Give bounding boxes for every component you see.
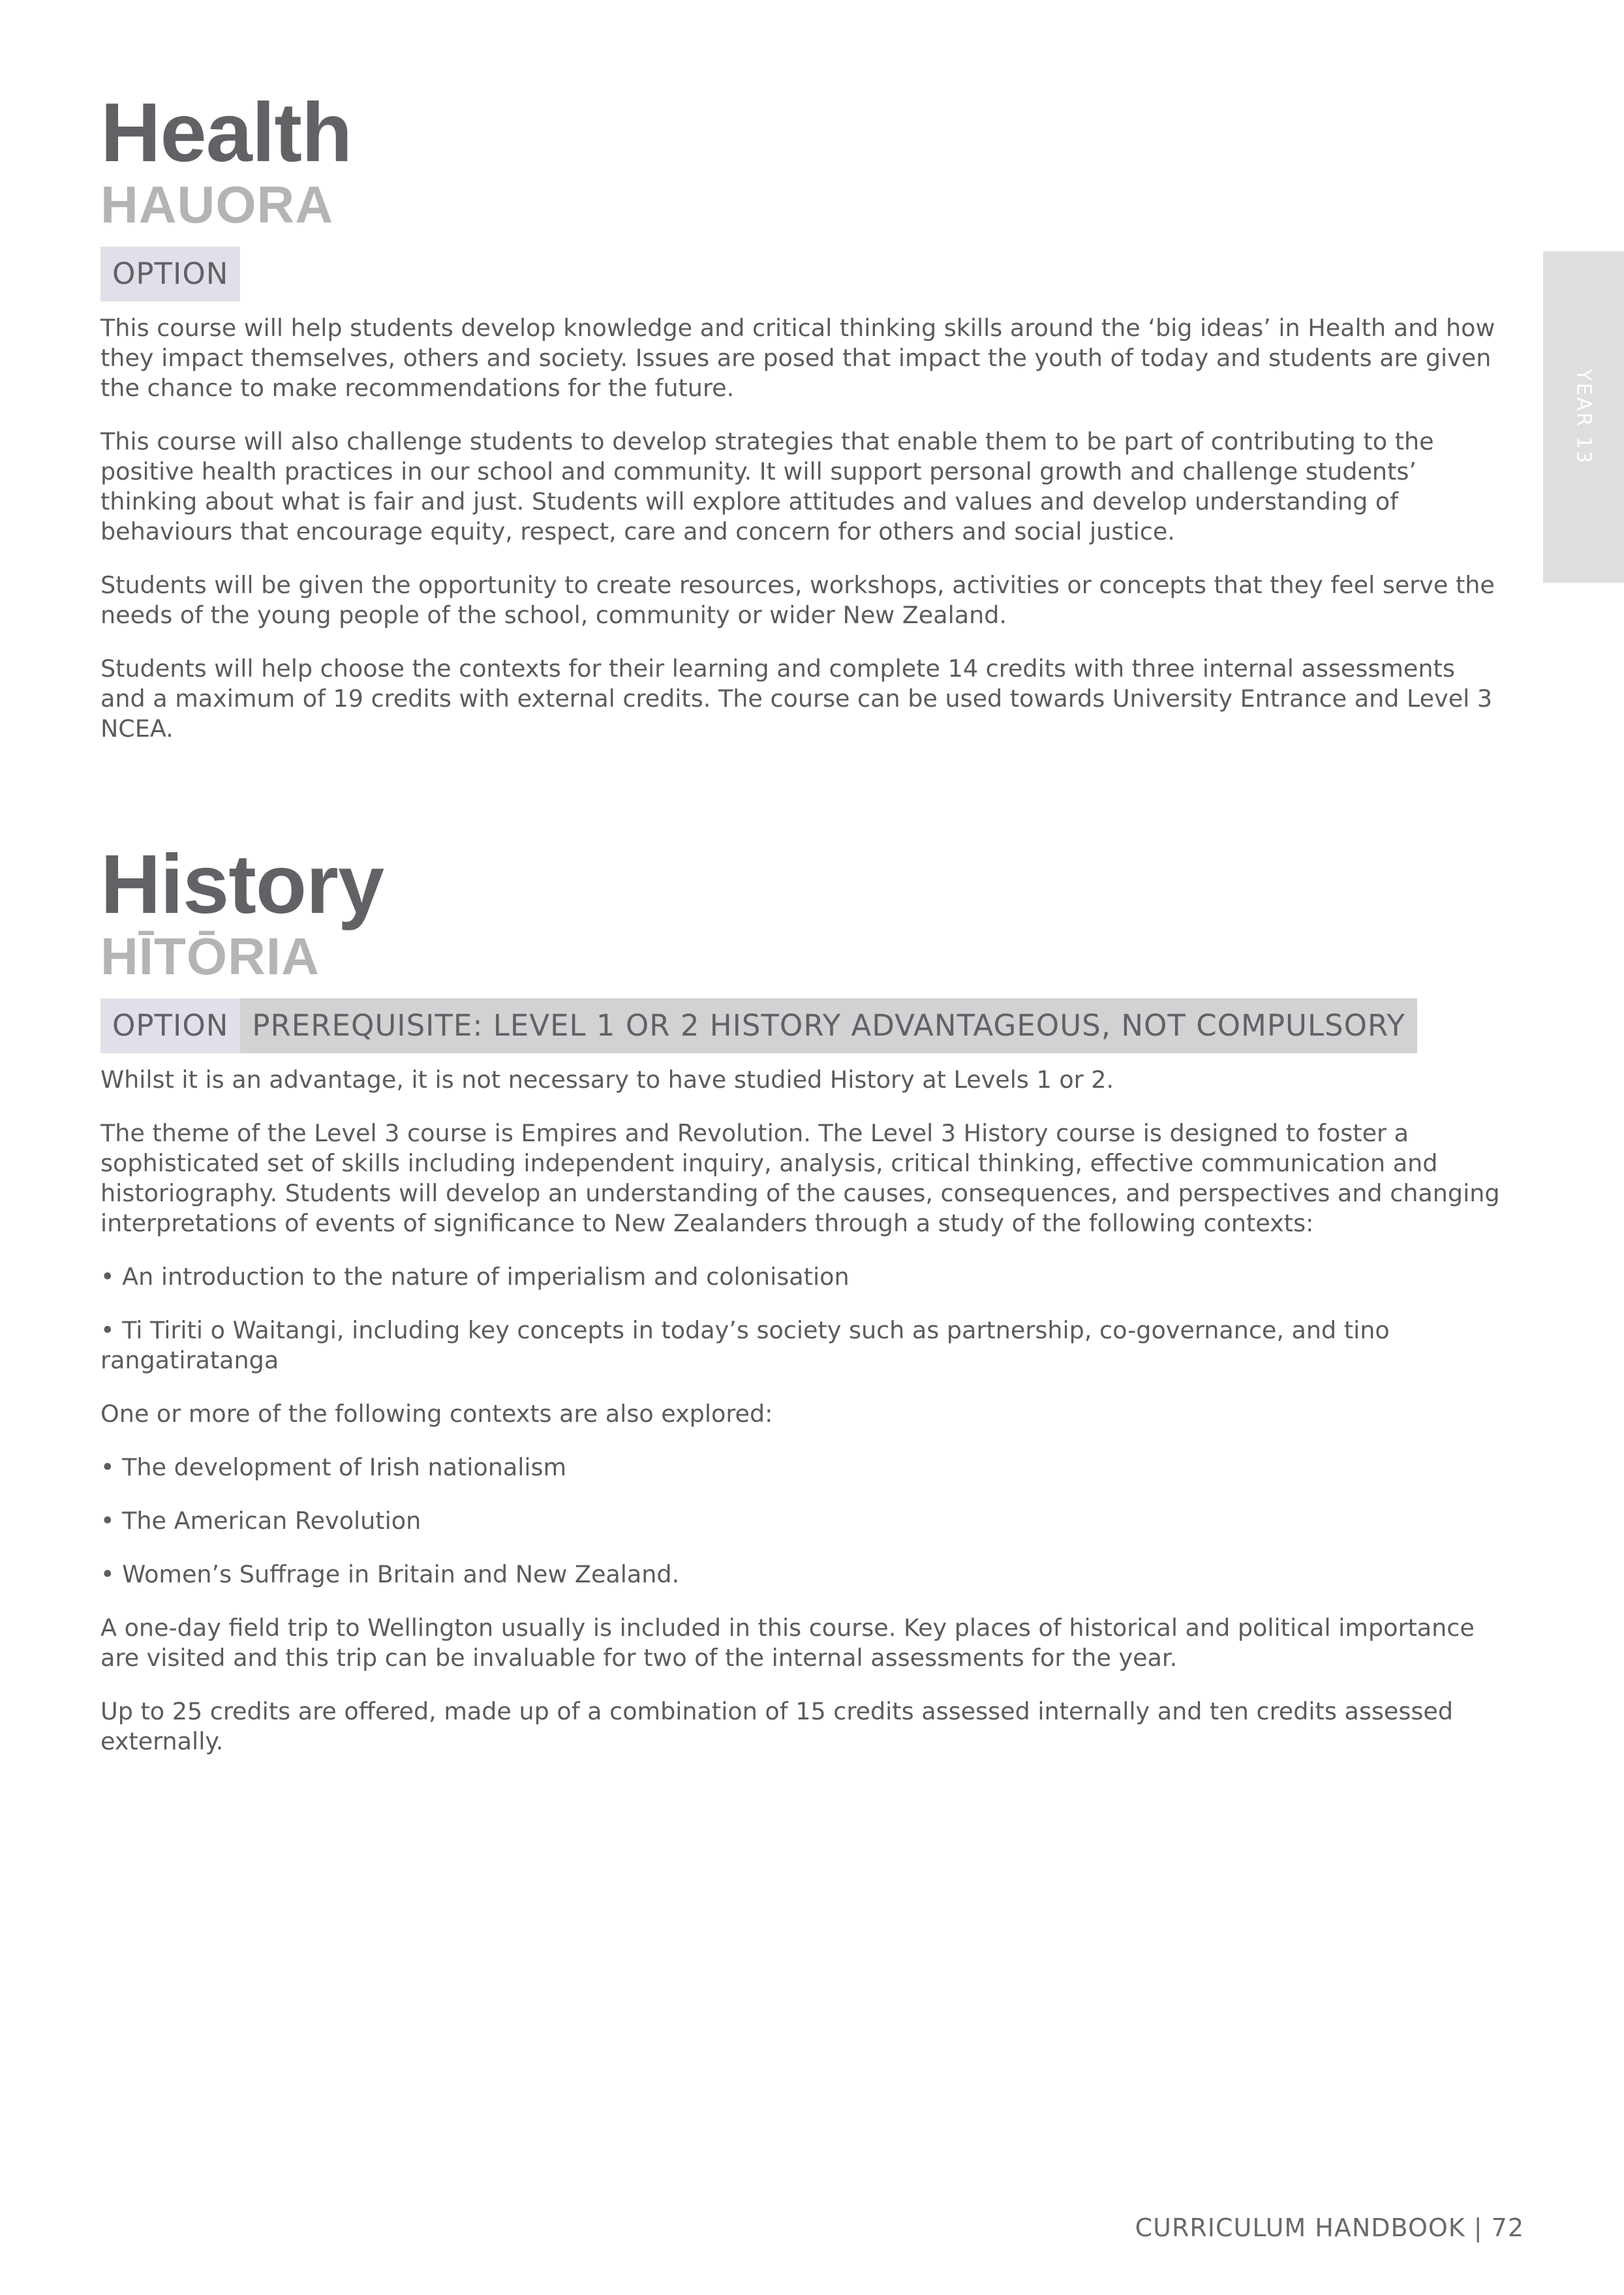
history-section — [100, 838, 1507, 1780]
history-paragraph: One or more of the following contexts are also explored: — [100, 1400, 773, 1428]
year-side-tab — [1543, 251, 1624, 583]
health-title: Health — [100, 86, 352, 179]
history-paragraph: Whilst it is an advantage, it is not necessary to have studied History at Levels 1 or 2. — [100, 1066, 1114, 1094]
history-prerequisite-tag: PREREQUISITE: LEVEL 1 OR 2 HISTORY ADVANTAGEOUS, NOT COMPULSORY — [240, 998, 1417, 1053]
health-paragraph: This course will also challenge students to develop strategies that enable them to be part of contributing to the positive health practices in our school and community. It will support personal growth and challenge students’ thinking about what is fair and just. Students will explore attitudes and values and develop understanding of behaviours that encourage equity, respect, care and concern for others and social justice. — [100, 427, 1434, 546]
health-section — [100, 86, 1507, 767]
history-tag-row — [100, 998, 1507, 1053]
health-paragraph: Students will help choose the contexts for their learning and complete 14 credits with three internal assessments and a maximum of 19 credits with external credits. The course can be used towards University Entrance and Level 3 NCEA. — [100, 655, 1493, 743]
year-tab-label: YEAR 13 — [1572, 369, 1595, 465]
health-option-tag: OPTION — [100, 247, 240, 301]
page-footer: CURRICULUM HANDBOOK | 72 — [1135, 2213, 1524, 2242]
health-paragraph: Students will be given the opportunity to create resources, workshops, activities or concepts that they feel serve the needs of the young people of the school, community or wider New Zealand. — [100, 571, 1495, 629]
health-subtitle: HAUORA — [100, 176, 334, 234]
history-bullet-item: • Women’s Suffrage in Britain and New Zealand. — [100, 1560, 680, 1588]
history-bullet-item: • Ti Tiriti o Waitangi, including key concepts in today’s society such as partnership, co-governance, and tino rangatiratanga — [100, 1316, 1390, 1374]
history-paragraph: A one-day field trip to Wellington usually is included in this course. Key places of historical and political importance are visited and this trip can be invaluable for two of the internal assessments for the year. — [100, 1614, 1475, 1672]
history-bullet-item: • The American Revolution — [100, 1507, 421, 1535]
health-paragraph: This course will help students develop knowledge and critical thinking skills around the ‘big ideas’ in Health and how they impact themselves, others and society. Issues are posed that impact the youth of today and students are given the chance to make recommendations for the future. — [100, 314, 1495, 402]
history-title: History — [100, 838, 384, 931]
history-paragraph: Up to 25 credits are offered, made up of a combination of 15 credits assessed internally and ten credits assessed externally. — [100, 1697, 1453, 1755]
health-tag-row — [100, 247, 1507, 301]
history-subtitle: HĪTŌRIA — [100, 927, 320, 985]
history-bullet-item: • An introduction to the nature of imperialism and colonisation — [100, 1263, 850, 1291]
history-paragraph: The theme of the Level 3 course is Empires and Revolution. The Level 3 History course is designed to foster a sophisticated set of skills including independent inquiry, analysis, critical thinking, effective communication and historiography. Students will develop an understanding of the causes, consequences, and perspectives and changing interpretations of events of significance to New Zealanders through a study of the following contexts: — [100, 1119, 1500, 1237]
history-option-tag: OPTION — [100, 998, 240, 1053]
history-bullet-item: • The development of Irish nationalism — [100, 1453, 567, 1481]
